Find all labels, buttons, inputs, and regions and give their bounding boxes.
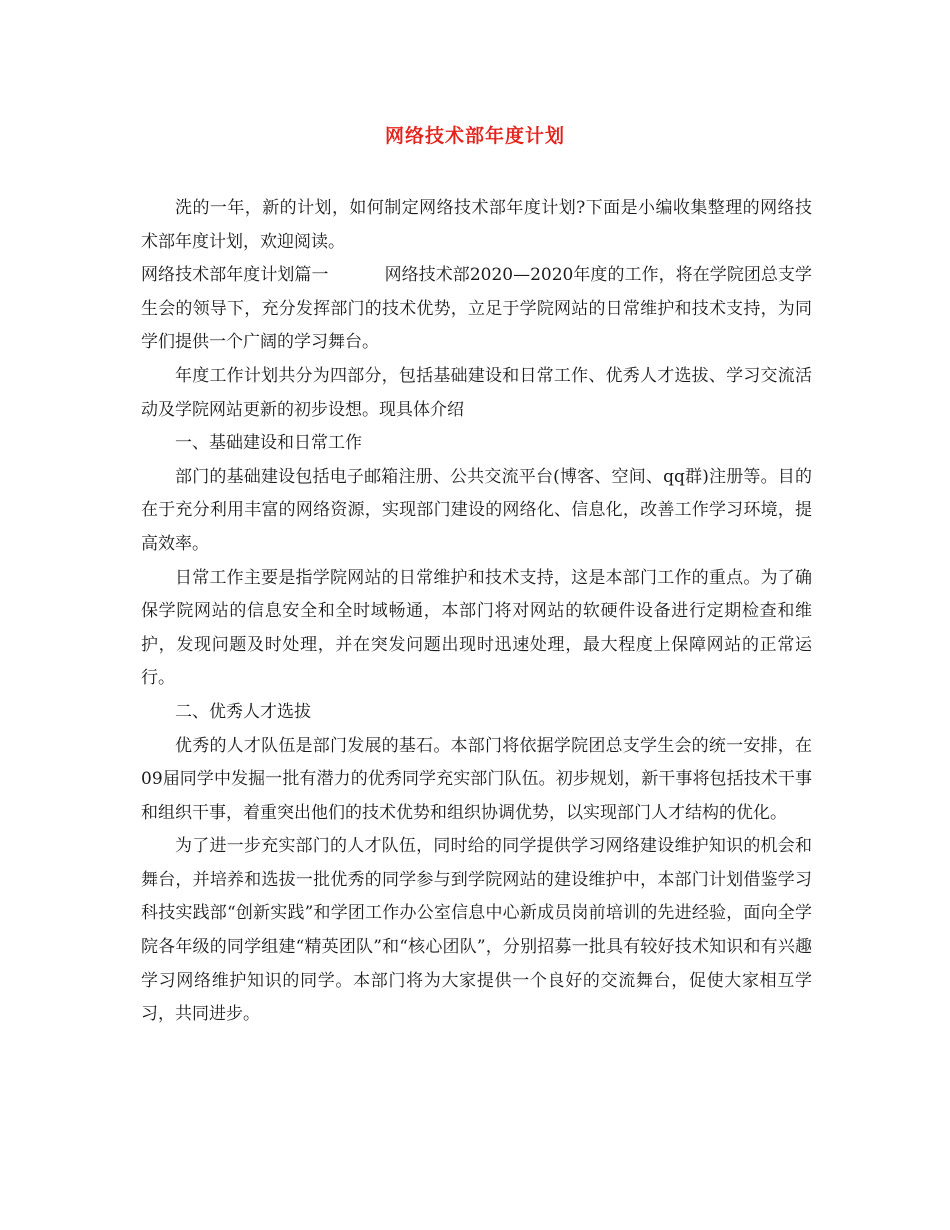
- piece-label: 网络技术部年度计划篇一: [141, 265, 329, 286]
- piece-one-paragraph: [141, 259, 812, 360]
- section2-paragraph-2: 为了进一步充实部门的人才队伍，同时给的同学提供学习网络建设维护知识的机会和舞台，并培养和选拔一批优秀的同学参与到学院网站的建设维护中，本部门计划借鉴学习科技实践部“创新实践”和学团工作办公室信息中心新成员岗前培训的先进经验，面向全学院各年级的同学组建“精英团队”和“核心团队”，分别招募一批具有较好技术知识和有兴趣学习网络维护知识的同学。本部门将为大家提供一个良好的交流舞台，促使大家相互学习，共同进步。: [141, 836, 812, 1025]
- piece-text: 网络技术部2020—2020年度的工作，将在学院团总支学生会的领导下，充分发挥部门的技术优势，立足于学院网站的日常维护和技术支持，为同学们提供一个广阔的学习舞台。: [141, 265, 813, 353]
- document-title: 网络技术部年度计划: [384, 125, 565, 147]
- section-heading-1: 一、基础建设和日常工作: [175, 433, 362, 454]
- intro-paragraph: 洗的一年，新的计划，如何制定网络技术部年度计划?下面是小编收集整理的网络技术部年度计划，欢迎阅读。: [141, 198, 812, 252]
- document-body: [141, 192, 812, 1032]
- section2-paragraph-1: 优秀的人才队伍是部门发展的基石。本部门将依据学院团总支学生会的统一安排，在09届同学中发掘一批有潜力的优秀同学充实部门队伍。初步规划，新干事将包括技术干事和组织干事，着重突出他们的技术优势和组织协调优势，以实现部门人才结构的优化。: [141, 735, 812, 823]
- overview-paragraph: 年度工作计划共分为四部分，包括基础建设和日常工作、优秀人才选拔、学习交流活动及学院网站更新的初步设想。现具体介绍: [141, 365, 812, 420]
- section1-paragraph-1: 部门的基础建设包括电子邮箱注册、公共交流平台(博客、空间、qq群)注册等。目的在于充分利用丰富的网络资源，实现部门建设的网络化、信息化，改善工作学习环境，提高效率。: [141, 466, 812, 554]
- section-heading-2: 二、优秀人才选拔: [175, 701, 311, 722]
- section1-paragraph-2: 日常工作主要是指学院网站的日常维护和技术支持，这是本部门工作的重点。为了确保学院网站的信息安全和全时域畅通，本部门将对网站的软硬件设备进行定期检查和维护，发现问题及时处理，并在突发问题出现时迅速处理，最大程度上保障网站的正常运行。: [141, 567, 812, 689]
